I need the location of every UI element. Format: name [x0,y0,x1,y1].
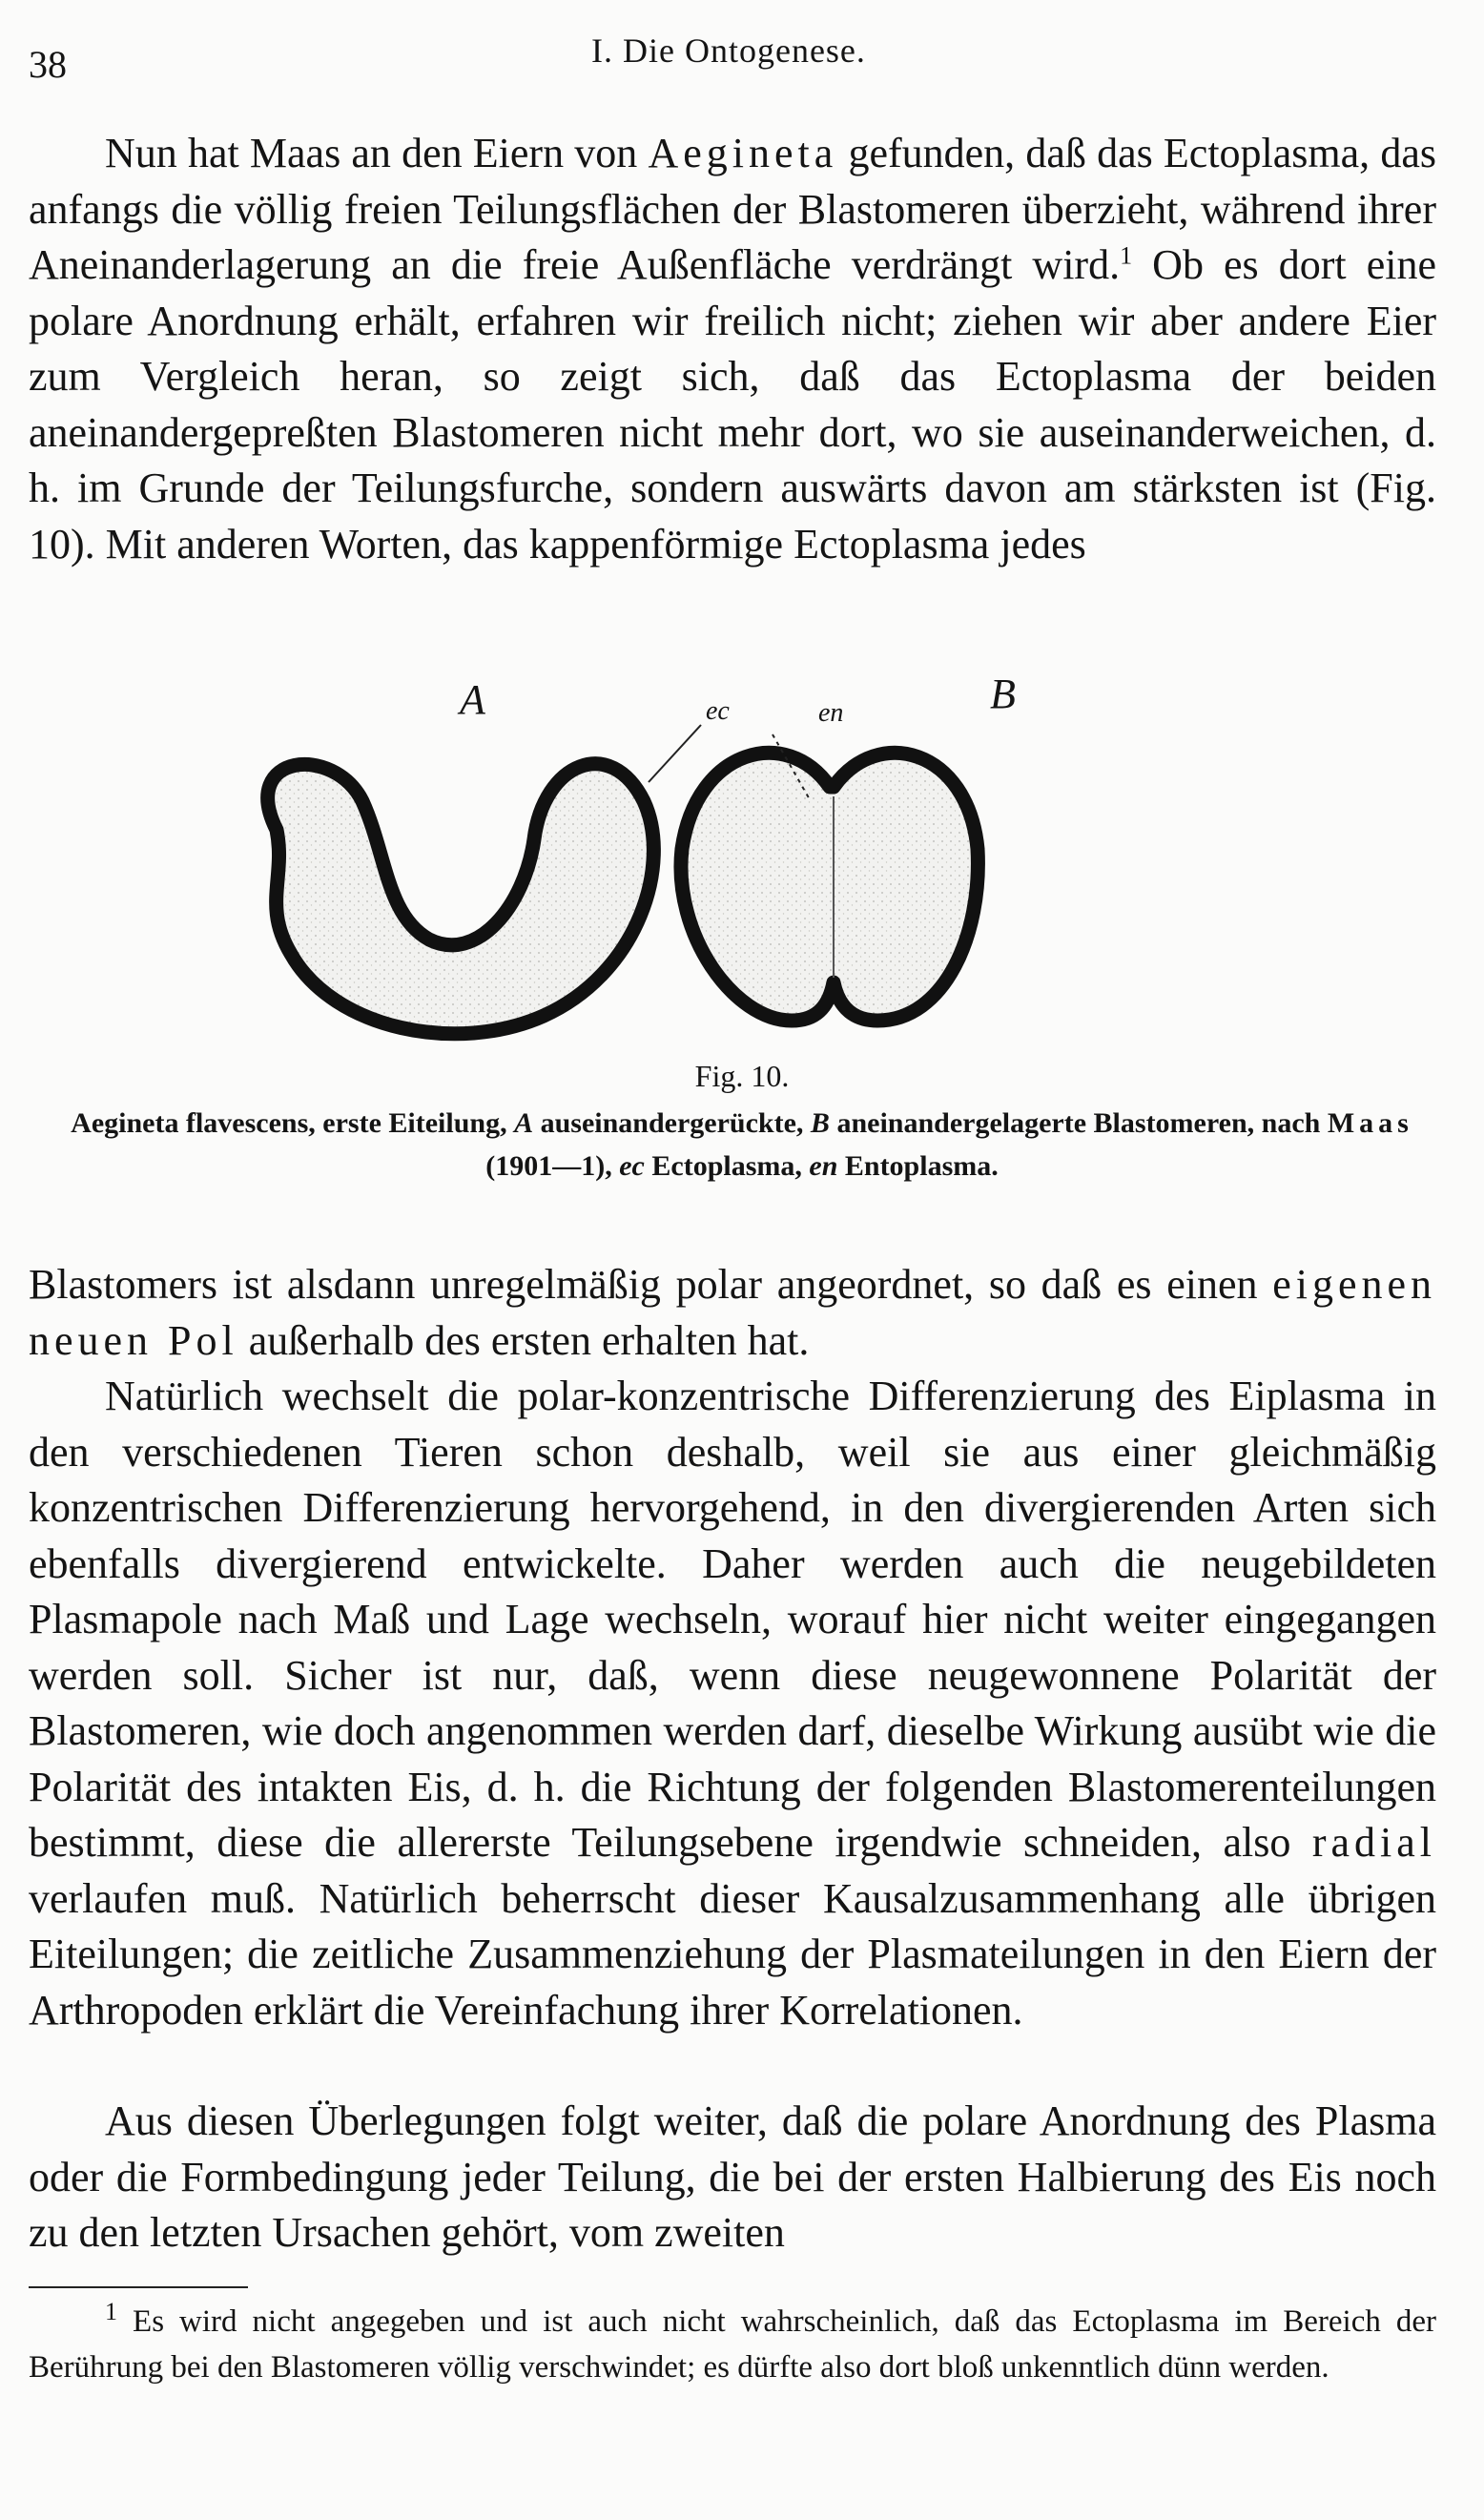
figure-label-en: en [818,698,844,728]
paragraph-3-text-b: verlaufen muß. Natürlich beherrscht dieser Kausalzusammenhang alle übrigen Eiteilungen; die zeitliche Zusammenziehung der Plasmateilungen in den Eiern der Arthropoden erklärt die Vereinfachung ihrer Korrelationen. [29,1874,1436,2034]
ec-leader-line [649,725,701,782]
running-head: I. Die Ontogenese. [591,31,866,70]
caption-ec: ec [619,1150,645,1182]
caption-b-text: aneinandergelagerte Blastomeren, nach [836,1107,1321,1139]
footnote-text: Es wird nicht angegeben und ist auch nicht wahrscheinlich, daß das Ectoplasma im Bereich der Berührung bei den Blastomeren völlig verschwindet; es dürfte also dort bloß unkenntlich dünn werden. [29,2304,1436,2385]
figure-label-b: B [990,671,1016,717]
paragraph-1-text-b: gefunden, daß das Ectoplasma, das anfangs die völlig freien Teilungsflächen der Blastomeren überzieht, während ihrer Aneinanderlagerung an die freie Außenfläche verdrängt wird. [29,130,1437,288]
caption-author: Maas [1327,1107,1413,1139]
paragraph-2 [29,1257,1436,1369]
blastomeres-adjoined-b [681,753,978,1021]
paragraph-1 [29,126,1436,572]
spaced-word-radial: radial [1311,1819,1437,1866]
figure-number: Fig. 10. [694,1059,790,1093]
footnote [29,2299,1436,2390]
paragraph-2-text-a: Blastomers ist alsdann unregelmäßig polar angeordnet, so daß es einen [29,1261,1258,1308]
paragraph-2-text-b: außerhalb des ersten erhalten hat. [248,1316,810,1364]
figure-caption [48,1102,1436,1188]
caption-b: B [810,1107,830,1139]
footnote-mark: 1 [105,2298,117,2325]
spaced-name-aegineta: Aegineta [648,130,838,176]
figure-label-ec: ec [706,696,730,726]
caption-en: en [809,1150,838,1182]
figure-10 [219,658,1249,1059]
spaced-phrase: eigenen neuen Pol [29,1261,1436,1364]
caption-year: (1901—1), [485,1150,612,1182]
figure-10-drawing [219,658,1249,1059]
paragraph-4 [29,2094,1436,2262]
page-header [29,21,1446,88]
caption-a-text: auseinandergerückte, [540,1107,804,1139]
caption-species: Aegineta flavescens, erste Eiteilung, [71,1107,507,1139]
footnote-reference[interactable]: 1 [1120,241,1133,270]
caption-a: A [514,1107,534,1139]
paragraph-1-text-a: Nun hat Maas an den Eiern von [105,130,638,176]
paragraph-3 [29,1369,1436,2038]
caption-ec-text: Ectoplasma, [651,1150,802,1182]
page-number: 38 [29,43,67,86]
blastomeres-separated-a [268,764,654,1034]
paragraph-1-text-c: Ob es dort eine polare Anordnung erhält, erfahren wir freilich nicht; ziehen wir aber andere Eier zum Vergleich heran, so zeigt sich, daß das Ectoplasma der beiden aneinandergepreßten Blastomeren nicht mehr dort, wo sie auseinanderweichen, d. h. im Grunde der Teilungsfurche, sondern auswärts davon am stärksten ist (Fig. 10). Mit anderen Worten, das kappenförmige Ectoplasma jedes [29,241,1436,568]
paragraph-3-text-a: Natürlich wechselt die polar-konzentrische Differenzierung des Eiplasma in den verschiedenen Tieren schon deshalb, weil sie aus einer gleichmäßig konzentrischen Differenzierung hervorgehend, in den divergierenden Arten sich ebenfalls divergierend entwickelte. Daher werden auch die neugebildeten Plasmapole nach Maß und Lage wechseln, worauf hier nicht weiter eingegangen werden soll. Sicher ist nur, daß, wenn diese neugewonnene Polarität der Blastomeren, wie doch angenommen werden darf, dieselbe Wirkung ausübt wie die Polarität des intakten Eis, d. h. die Richtung der folgenden Blastomerenteilungen bestimmt, diese die allererste Teilungsebene irgendwie schneiden, also [29,1373,1436,1866]
paragraph-4-text: Aus diesen Überlegungen folgt weiter, daß die polare Anordnung des Plasma oder die Formbedingung jeder Teilung, die bei der ersten Halbierung des Eis noch zu den letzten Ursachen gehört, vom zweiten [29,2097,1436,2256]
footnote-rule [29,2286,248,2288]
caption-en-text: Entoplasma. [844,1150,999,1182]
figure-label-a: A [460,676,485,723]
